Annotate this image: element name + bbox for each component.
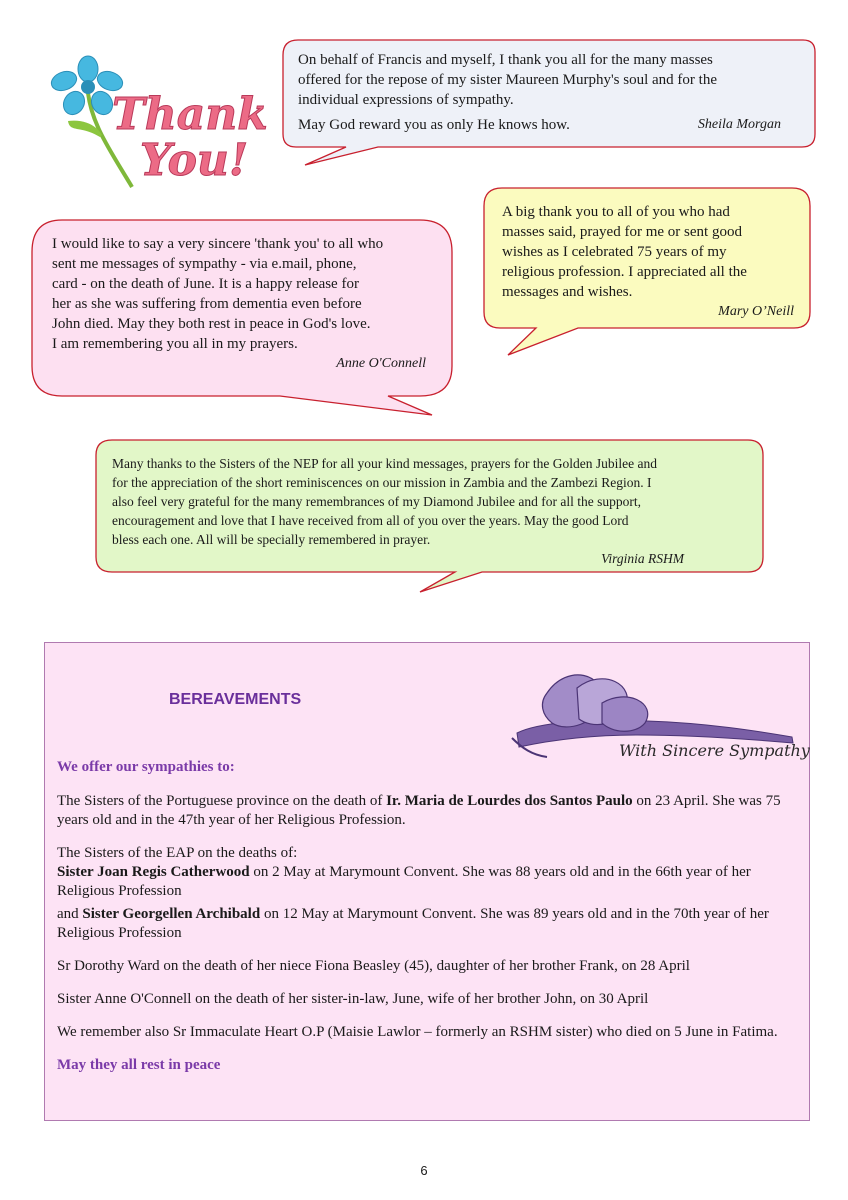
sympathy-caption: With Sincere Sympathy bbox=[619, 741, 810, 760]
note1-line: offered for the repose of my sister Maureen Murphy's soul and for the bbox=[298, 72, 717, 88]
note4-line: also feel very grateful for the many remembrances of my Diamond Jubilee and for all the support, bbox=[112, 494, 641, 509]
note3-text bbox=[52, 234, 428, 374]
entry-text: and bbox=[57, 906, 83, 922]
entry-text: on 12 May at Marymount Convent. She was 89 years old and in the 70th year of her Religious Profession bbox=[57, 906, 769, 941]
entry-text: The Sisters of the EAP on the deaths of: bbox=[57, 845, 298, 861]
note2-signature: Mary O’Neill bbox=[718, 304, 794, 319]
note4-line: Many thanks to the Sisters of the NEP for all your kind messages, prayers for the Golden Jubilee and bbox=[112, 456, 658, 471]
note1-text bbox=[298, 50, 803, 135]
note4-line: bless each one. All will be specially remembered in prayer. bbox=[112, 532, 431, 547]
thank-you-logo bbox=[40, 55, 268, 195]
note3-line: sent me messages of sympathy - via e.mail, phone, bbox=[52, 256, 357, 272]
note3-line: John died. May they both rest in peace in God's love. bbox=[52, 316, 371, 332]
note3-line: I am remembering you all in my prayers. bbox=[52, 336, 298, 352]
bereavement-entry: Sister Anne O'Connell on the death of her sister-in-law, June, wife of her brother John, on 30 April bbox=[57, 991, 649, 1007]
note2-line: wishes as I celebrated 75 years of my bbox=[502, 244, 727, 260]
entry-name: Ir. Maria de Lourdes dos Santos Paulo bbox=[386, 793, 633, 809]
entry-name: Sister Joan Regis Catherwood bbox=[57, 864, 250, 880]
note4-text bbox=[112, 454, 752, 568]
bereavements-closing: May they all rest in peace bbox=[57, 1057, 221, 1073]
bereavement-entry bbox=[57, 792, 797, 830]
note4-signature: Virginia RSHM bbox=[601, 551, 684, 566]
entry-text: on 23 April. She was 75 years old and in the 47th year of her Religious Profession. bbox=[57, 793, 781, 828]
note2-line: religious profession. I appreciated all the bbox=[502, 264, 747, 280]
you-text: You! bbox=[140, 135, 249, 186]
note3-line: card - on the death of June. It is a happy release for bbox=[52, 276, 359, 292]
sympathy-flower-image bbox=[507, 663, 810, 760]
note2-line: messages and wishes. bbox=[502, 284, 633, 300]
thank-text: Thank bbox=[112, 89, 268, 140]
note3-line: her as she was suffering from dementia even before bbox=[52, 296, 362, 312]
note2-text bbox=[502, 202, 794, 322]
note2-line: A big thank you to all of you who had bbox=[502, 204, 730, 220]
note1-line: On behalf of Francis and myself, I thank you all for the many masses bbox=[298, 52, 713, 68]
note3-line: I would like to say a very sincere 'thank you' to all who bbox=[52, 236, 384, 252]
bereavements-intro: We offer our sympathies to: bbox=[57, 759, 235, 775]
bereavement-entry: Sr Dorothy Ward on the death of her niece Fiona Beasley (45), daughter of her brother Frank, on 28 April bbox=[57, 958, 690, 974]
entry-name: Sister Georgellen Archibald bbox=[82, 906, 261, 922]
page-number: 6 bbox=[420, 1163, 428, 1178]
entry-text: The Sisters of the Portuguese province on the death of bbox=[57, 793, 387, 809]
bereavement-entry: We remember also Sr Immaculate Heart O.P (Maisie Lawlor – formerly an RSHM sister) who died on 5 June in Fatima. bbox=[57, 1024, 778, 1040]
bereavements-title: BEREAVEMENTS bbox=[169, 691, 302, 708]
entry-text: on 2 May at Marymount Convent. She was 88 years old and in the 66th year of her Religious Profession bbox=[57, 864, 751, 899]
note4-line: encouragement and love that I have received from all of you over the years. May the good Lord bbox=[112, 513, 629, 528]
bereavements-body bbox=[57, 758, 797, 1084]
note1-line: individual expressions of sympathy. bbox=[298, 92, 514, 108]
note1-closing: May God reward you as only He knows how. bbox=[298, 117, 570, 133]
note4-line: for the appreciation of the short reminiscences on our mission in Zambia and the Zambezi Region. I bbox=[112, 475, 652, 490]
note1-signature: Sheila Morgan bbox=[697, 117, 781, 132]
bereavement-entry bbox=[57, 844, 797, 901]
note3-signature: Anne O'Connell bbox=[336, 356, 426, 371]
bereavements-section bbox=[44, 642, 810, 1121]
bereavement-entry bbox=[57, 905, 797, 943]
note2-line: masses said, prayed for me or sent good bbox=[502, 224, 742, 240]
